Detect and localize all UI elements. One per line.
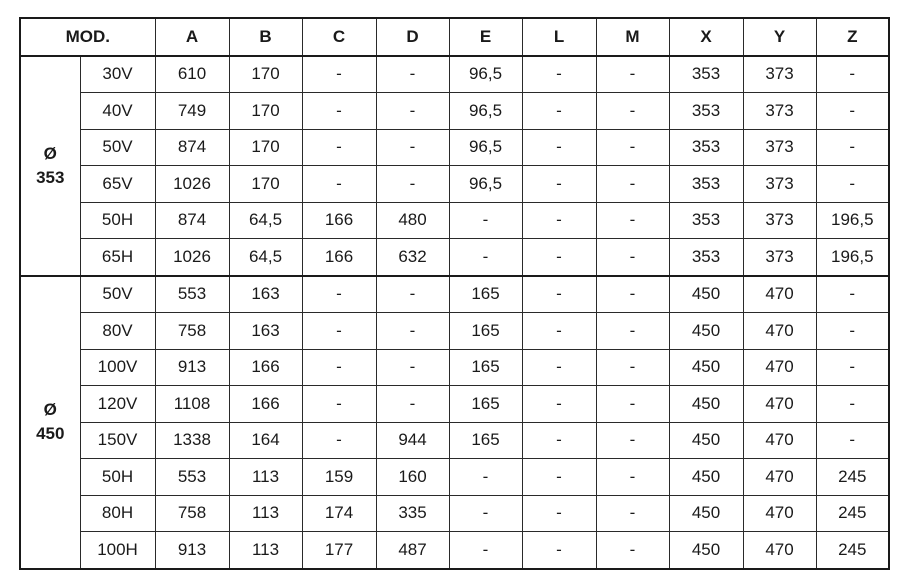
table-row <box>20 459 889 496</box>
cell-y: 373 <box>743 166 816 203</box>
table-row <box>20 129 889 166</box>
cell-d: 480 <box>376 202 449 239</box>
cell-l: - <box>522 202 596 239</box>
cell-m: - <box>596 93 669 130</box>
model-cell: 50H <box>80 459 155 496</box>
cell-e: 165 <box>449 422 522 459</box>
cell-z: - <box>816 166 889 203</box>
cell-l: - <box>522 422 596 459</box>
cell-c: - <box>302 276 376 313</box>
cell-b: 113 <box>229 495 302 532</box>
cell-a: 758 <box>155 495 229 532</box>
model-cell: 100V <box>80 349 155 386</box>
cell-z: - <box>816 313 889 350</box>
cell-c: - <box>302 386 376 423</box>
cell-l: - <box>522 495 596 532</box>
cell-e: 96,5 <box>449 56 522 93</box>
cell-x: 450 <box>669 386 743 423</box>
model-cell: 65V <box>80 166 155 203</box>
cell-d: 632 <box>376 239 449 276</box>
cell-m: - <box>596 313 669 350</box>
cell-b: 163 <box>229 276 302 313</box>
cell-b: 64,5 <box>229 239 302 276</box>
cell-m: - <box>596 56 669 93</box>
cell-d: - <box>376 93 449 130</box>
cell-m: - <box>596 422 669 459</box>
cell-d: 487 <box>376 532 449 569</box>
cell-x: 353 <box>669 202 743 239</box>
cell-y: 373 <box>743 56 816 93</box>
table-row <box>20 56 889 93</box>
cell-z: 196,5 <box>816 202 889 239</box>
cell-c: - <box>302 349 376 386</box>
table-row <box>20 349 889 386</box>
cell-x: 353 <box>669 93 743 130</box>
cell-e: - <box>449 459 522 496</box>
cell-a: 1026 <box>155 166 229 203</box>
table-row <box>20 276 889 313</box>
cell-e: 165 <box>449 313 522 350</box>
col-header-l: L <box>522 18 596 56</box>
col-header-e: E <box>449 18 522 56</box>
col-header-m: M <box>596 18 669 56</box>
cell-e: 96,5 <box>449 166 522 203</box>
cell-y: 373 <box>743 202 816 239</box>
cell-z: - <box>816 93 889 130</box>
cell-y: 470 <box>743 459 816 496</box>
cell-b: 166 <box>229 386 302 423</box>
cell-a: 874 <box>155 202 229 239</box>
cell-y: 470 <box>743 422 816 459</box>
cell-e: - <box>449 495 522 532</box>
cell-z: - <box>816 276 889 313</box>
diameter-size: 450 <box>36 424 65 443</box>
cell-b: 170 <box>229 166 302 203</box>
cell-a: 913 <box>155 349 229 386</box>
cell-z: 245 <box>816 459 889 496</box>
cell-e: - <box>449 239 522 276</box>
cell-b: 166 <box>229 349 302 386</box>
cell-z: - <box>816 129 889 166</box>
cell-m: - <box>596 202 669 239</box>
cell-b: 170 <box>229 56 302 93</box>
cell-y: 373 <box>743 93 816 130</box>
cell-c: 177 <box>302 532 376 569</box>
cell-c: - <box>302 93 376 130</box>
cell-x: 450 <box>669 313 743 350</box>
cell-m: - <box>596 386 669 423</box>
cell-m: - <box>596 166 669 203</box>
table-row <box>20 532 889 569</box>
cell-a: 1338 <box>155 422 229 459</box>
cell-d: 944 <box>376 422 449 459</box>
cell-y: 373 <box>743 129 816 166</box>
cell-c: 166 <box>302 239 376 276</box>
cell-m: - <box>596 349 669 386</box>
cell-c: 166 <box>302 202 376 239</box>
cell-a: 610 <box>155 56 229 93</box>
cell-x: 450 <box>669 276 743 313</box>
cell-x: 450 <box>669 495 743 532</box>
cell-b: 64,5 <box>229 202 302 239</box>
cell-a: 758 <box>155 313 229 350</box>
cell-m: - <box>596 276 669 313</box>
cell-b: 164 <box>229 422 302 459</box>
cell-l: - <box>522 313 596 350</box>
model-cell: 40V <box>80 93 155 130</box>
cell-c: - <box>302 422 376 459</box>
cell-d: - <box>376 276 449 313</box>
cell-z: 196,5 <box>816 239 889 276</box>
model-cell: 150V <box>80 422 155 459</box>
cell-x: 353 <box>669 166 743 203</box>
cell-d: - <box>376 129 449 166</box>
cell-l: - <box>522 56 596 93</box>
cell-m: - <box>596 532 669 569</box>
cell-x: 450 <box>669 532 743 569</box>
cell-l: - <box>522 166 596 203</box>
cell-d: - <box>376 313 449 350</box>
table-body <box>20 56 889 569</box>
cell-d: - <box>376 56 449 93</box>
cell-e: 165 <box>449 349 522 386</box>
cell-z: - <box>816 422 889 459</box>
cell-e: 96,5 <box>449 129 522 166</box>
model-cell: 65H <box>80 239 155 276</box>
cell-b: 113 <box>229 532 302 569</box>
cell-x: 353 <box>669 56 743 93</box>
cell-a: 749 <box>155 93 229 130</box>
cell-x: 450 <box>669 349 743 386</box>
cell-e: 165 <box>449 276 522 313</box>
cell-l: - <box>522 386 596 423</box>
cell-l: - <box>522 276 596 313</box>
table-row <box>20 166 889 203</box>
cell-m: - <box>596 459 669 496</box>
table-row <box>20 239 889 276</box>
model-cell: 80V <box>80 313 155 350</box>
col-header-y: Y <box>743 18 816 56</box>
header-row <box>20 18 889 56</box>
cell-y: 470 <box>743 495 816 532</box>
cell-c: - <box>302 166 376 203</box>
cell-c: - <box>302 56 376 93</box>
table-row <box>20 93 889 130</box>
cell-z: - <box>816 349 889 386</box>
table-row <box>20 422 889 459</box>
cell-a: 913 <box>155 532 229 569</box>
col-header-b: B <box>229 18 302 56</box>
table-row <box>20 386 889 423</box>
table-row <box>20 495 889 532</box>
cell-y: 470 <box>743 386 816 423</box>
cell-c: - <box>302 313 376 350</box>
cell-a: 1026 <box>155 239 229 276</box>
cell-e: - <box>449 532 522 569</box>
cell-z: 245 <box>816 532 889 569</box>
cell-e: 165 <box>449 386 522 423</box>
cell-y: 470 <box>743 349 816 386</box>
cell-a: 1108 <box>155 386 229 423</box>
cell-a: 874 <box>155 129 229 166</box>
model-cell: 50V <box>80 276 155 313</box>
cell-b: 163 <box>229 313 302 350</box>
model-cell: 80H <box>80 495 155 532</box>
cell-b: 113 <box>229 459 302 496</box>
cell-d: - <box>376 349 449 386</box>
cell-e: 96,5 <box>449 93 522 130</box>
cell-m: - <box>596 495 669 532</box>
group-label <box>20 56 80 276</box>
cell-l: - <box>522 93 596 130</box>
cell-y: 470 <box>743 313 816 350</box>
col-header-d: D <box>376 18 449 56</box>
cell-d: 335 <box>376 495 449 532</box>
model-cell: 50V <box>80 129 155 166</box>
col-header-c: C <box>302 18 376 56</box>
cell-x: 450 <box>669 422 743 459</box>
cell-m: - <box>596 129 669 166</box>
group-label <box>20 276 80 569</box>
cell-l: - <box>522 129 596 166</box>
table-row <box>20 313 889 350</box>
model-cell: 50H <box>80 202 155 239</box>
cell-c: 159 <box>302 459 376 496</box>
cell-d: 160 <box>376 459 449 496</box>
cell-y: 470 <box>743 532 816 569</box>
cell-z: - <box>816 56 889 93</box>
model-cell: 100H <box>80 532 155 569</box>
dimensions-table <box>19 17 890 570</box>
cell-y: 470 <box>743 276 816 313</box>
cell-l: - <box>522 532 596 569</box>
cell-c: - <box>302 129 376 166</box>
mod-header: MOD. <box>20 18 155 56</box>
cell-b: 170 <box>229 93 302 130</box>
cell-l: - <box>522 459 596 496</box>
cell-y: 373 <box>743 239 816 276</box>
cell-e: - <box>449 202 522 239</box>
cell-x: 353 <box>669 239 743 276</box>
cell-b: 170 <box>229 129 302 166</box>
cell-x: 450 <box>669 459 743 496</box>
cell-d: - <box>376 166 449 203</box>
col-header-z: Z <box>816 18 889 56</box>
cell-c: 174 <box>302 495 376 532</box>
model-cell: 30V <box>80 56 155 93</box>
cell-z: 245 <box>816 495 889 532</box>
cell-m: - <box>596 239 669 276</box>
diameter-symbol: Ø <box>43 143 57 163</box>
cell-l: - <box>522 239 596 276</box>
diameter-symbol: Ø <box>43 400 57 419</box>
cell-z: - <box>816 386 889 423</box>
cell-a: 553 <box>155 459 229 496</box>
cell-x: 353 <box>669 129 743 166</box>
col-header-a: A <box>155 18 229 56</box>
cell-d: - <box>376 386 449 423</box>
col-header-x: X <box>669 18 743 56</box>
cell-l: - <box>522 349 596 386</box>
cell-a: 553 <box>155 276 229 313</box>
table-row <box>20 202 889 239</box>
model-cell: 120V <box>80 386 155 423</box>
diameter-size: 353 <box>36 167 65 187</box>
